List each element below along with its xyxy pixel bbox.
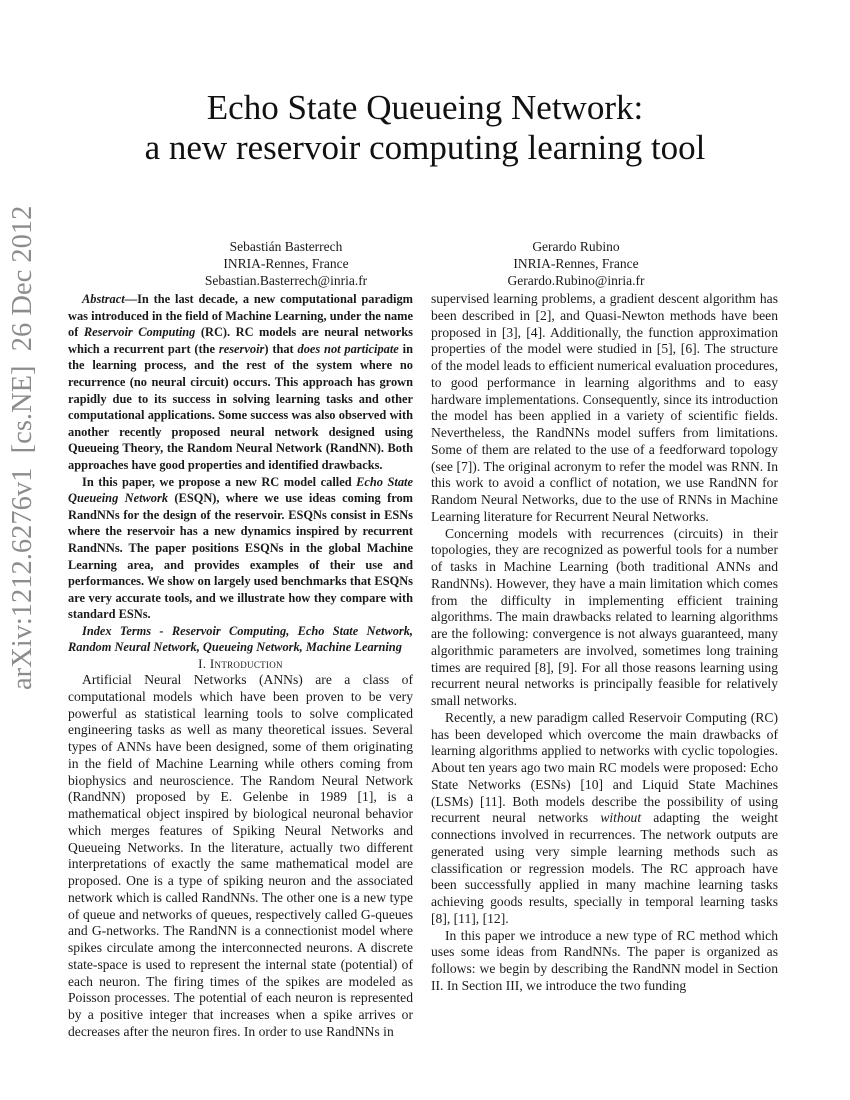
section-heading-introduction: I. Introduction [198,656,283,672]
intro-paragraph-1-continued: supervised learning problems, a gradient descent algorithm has been described in [2], and Quasi-Newton methods have been proposed in [3], [4]. Additionally, the function approximation properties of the model were studied in [5], [6]. The structure of the model leads to efficient numerical evaluation procedures, to good performance in learning algorithms and to easy hardware implementations. Consequently, since its introduction the model has been applied in a variety of scientific fields. Nevertheless, the RandNNs model suffers from limitations. Some of them are related to the use of a feedforward topology (see [7]). The original acronym to refer the model was RNN. In this work to avoid a conflict of notation, we use RandNN for Random Neural Networks, due to the use of RNNs in Machine Learning literature for Recurrent Neural Networks. [431,291,778,524]
intro-paragraph-1: Artificial Neural Networks (ANNs) are a class of computational models which have been proven to be very powerful as statistical learning tools to solve complicated engineering tasks as well as many theoretical issues. Several types of ANNs have been designed, some of them originating in the field of Machine Learning while others coming from biophysics and neuroscience. The Random Neural Network (RandNN) proposed by E. Gelenbe in 1989 [1], is a mathematical object inspired by biological neuronal behavior which merges features of Spiking Neural Networks and Queueing Networks. In the literature, actually two different interpretations of exactly the same mathematical model are proposed. One is a type of spiking neuron and the associated network which is called RandNNs. The other one is a new type of queue and networks of queues, respectively called G-queues and G-networks. The RandNN is a connectionist model where spikes circulate among the interconnected neurons. A discrete state-space is used to represent the internal state (potential) of each neuron. The firing times of the spikes are modeled as Poisson processes. The potential of each neuron is represented by a positive integer that increases when a spike arrives or decreases after the neuron fires. In order to use RandNNs in [68,672,413,1039]
intro-paragraph-3: Recently, a new paradigm called Reservoir Computing (RC) has been developed which overcome the main drawbacks of learning algorithms applied to networks with cyclic topologies. About ten years ago two main RC models were proposed: Echo State Networks (ESNs) [10] and Liquid State Machines (LSMs) [11]. Both models describe the possibility of using recurrent neural networks without adapting the weight connections involved in recurrences. The network outputs are generated using very simple learning methods such as classification or regression models. The RC approach have been successfully applied in many machine learning tasks achieving goods results, specially in temporal learning tasks [8], [11], [12]. [431,709,779,926]
arxiv-side-stamp [7,205,47,700]
title-line-2: a new reservoir computing learning tool [144,128,706,167]
index-terms: Index Terms - Reservoir Computing, Echo State Network, Random Neural Network, Queueing Network, Machine Learning [68,623,413,655]
author-affiliation: INRIA-Rennes, France [513,256,639,271]
arxiv-identifier: arXiv:1212.6276v1 [cs.NE] 26 Dec 2012 [7,205,38,690]
left-column [68,291,413,1041]
author-name: Gerardo Rubino [532,239,620,254]
intro-paragraph-4: In this paper we introduce a new type of RC method which uses some ideas from RandNNs. The paper is organized as follows: we begin by describing the RandNN model in Section II. In Section III, we introduce the two funding [431,927,778,993]
author-2 [446,238,706,289]
abstract-paragraph-1: Abstract—In the last decade, a new computational paradigm was introduced in the field of Machine Learning, under the name of Reservoir Computing (RC). RC models are neural networks which a recurrent part (the reservoir) that does not participate in the learning process, and the rest of the system where no recurrence (no neural circuit) occurs. This approach has grown rapidly due to its success in solving learning tasks and other computational applications. Some success was also observed with another recently proposed neural network designed using Queueing Theory, the Random Neural Network (RandNN). Both approaches have good properties and identified drawbacks. [68,292,413,472]
abstract-paragraph-2: In this paper, we propose a new RC model called Echo State Queueing Network (ESQN), where we use ideas coming from RandNNs for the design of the reservoir. ESQNs consist in ESNs where the reservoir has a new dynamics inspired by recurrent RandNNs. The paper positions ESQNs in the global Machine Learning area, and provides examples of their use and performances. We show on largely used benchmarks that ESQNs are very accurate tools, and we illustrate how they compare with standard ESNs. [68,474,413,622]
intro-paragraph-2: Concerning models with recurrences (circuits) in their topologies, they are recognized as powerful tools for a number of tasks in Machine Learning (both traditional ANNs and RandNNs). However, they have a main limitation which comes from the difficulty in implementing efficient training algorithms. The main drawbacks related to learning algorithms are the following: convergence is not always guaranteed, many algorithmic parameters are involved, sometimes long training times are required [8], [9]. For all those reasons learning using recurrent neural networks is principally feasible for relatively small networks. [431,525,778,708]
author-name: Sebastián Basterrech [229,239,343,254]
right-column [431,291,778,995]
author-affiliation: INRIA-Rennes, France [223,256,349,271]
title-line-1: Echo State Queueing Network: [206,88,644,127]
abstract [68,291,413,623]
abstract-label: Abstract [82,292,125,306]
paper-title [0,88,850,168]
author-1 [156,238,416,289]
author-email: Gerardo.Rubino@inria.fr [507,273,645,288]
author-email: Sebastian.Basterrech@inria.fr [204,273,368,288]
